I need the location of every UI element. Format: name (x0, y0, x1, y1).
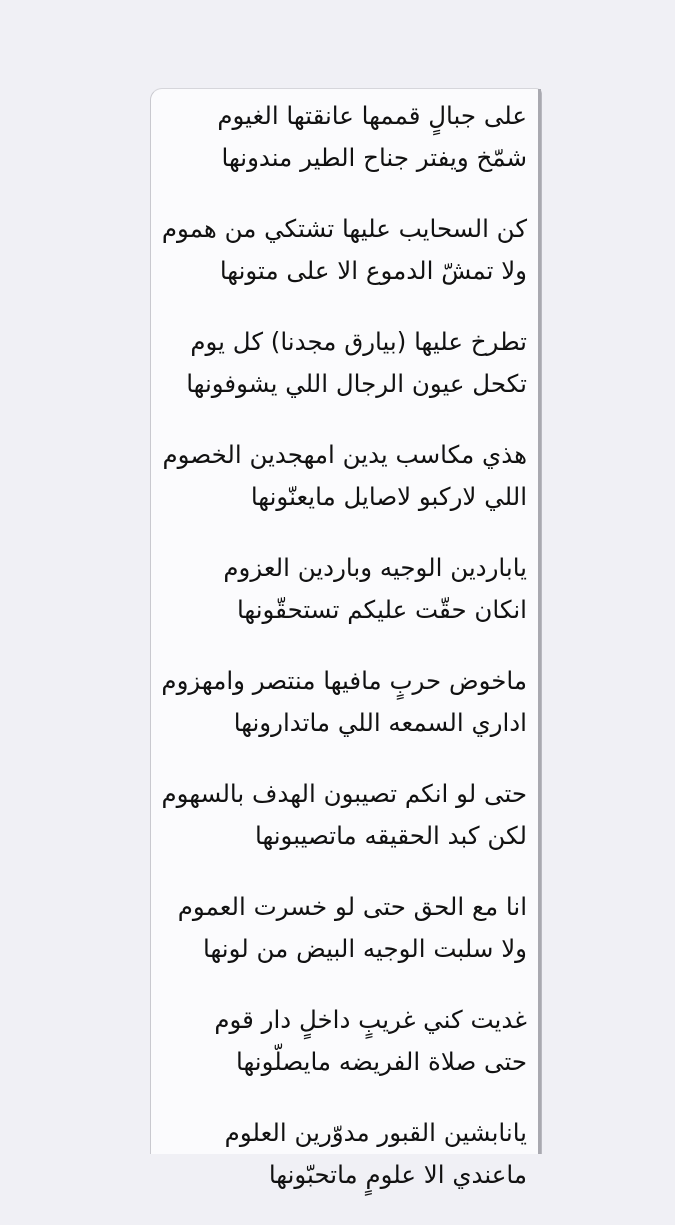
verse-line: اللي لاركبو لاصايل مايعنّونها (250, 482, 527, 511)
note-text-area[interactable] (150, 88, 542, 1189)
verse-line: غديت كني غريبٍ داخلٍ دار قوم (214, 1005, 527, 1034)
stanza (155, 886, 527, 999)
poem-text (155, 95, 527, 1225)
stanza (155, 95, 527, 208)
stanza (155, 321, 527, 434)
scroll-indicator[interactable] (538, 89, 541, 1154)
stanza (155, 660, 527, 773)
stanza (155, 434, 527, 547)
verse-line: اداري السمعه اللي ماتدارونها (233, 708, 527, 737)
verse-line: على جبالٍ قممها عانقتها الغيوم (217, 101, 527, 130)
verse-line: انا مع الحق حتى لو خسرت العموم (177, 892, 527, 921)
stanza (155, 208, 527, 321)
stanza (155, 773, 527, 886)
verse-line: ماعندي الا علومٍ ماتحبّونها (268, 1160, 527, 1189)
stanza (155, 999, 527, 1112)
verse-line: يانابشين القبور مدوّرين العلوم (224, 1118, 527, 1147)
verse-line: كن السحايب عليها تشتكي من هموم (161, 214, 527, 243)
verse-line: هذي مكاسب يدين امهجدين الخصوم (162, 440, 527, 469)
verse-line: حتى لو انكم تصيبون الهدف بالسهوم (161, 779, 527, 808)
verse-line: حتى صلاة الفريضه مايصلّونها (236, 1047, 527, 1076)
verse-line: ولا سلبت الوجيه البيض من لونها (203, 934, 527, 963)
stanza (155, 1112, 527, 1225)
verse-line: لكن كبد الحقيقه ماتصيبونها (254, 821, 527, 850)
verse-line: ماخوض حربٍ مافيها منتصر وامهزوم (161, 666, 527, 695)
stanza (155, 547, 527, 660)
verse-line: انكان حقّت عليكم تستحقّونها (236, 595, 527, 624)
verse-line: شمّخ ويفتر جناح الطير مندونها (221, 143, 527, 172)
verse-line: ياباردين الوجيه وباردين العزوم (223, 553, 527, 582)
verse-line: تطرخ عليها (بيارق مجدنا) كل يوم (190, 327, 527, 356)
verse-line: تكحل عيون الرجال اللي يشوفونها (186, 369, 527, 398)
verse-line: ولا تمشّ الدموع الا على متونها (219, 256, 527, 285)
